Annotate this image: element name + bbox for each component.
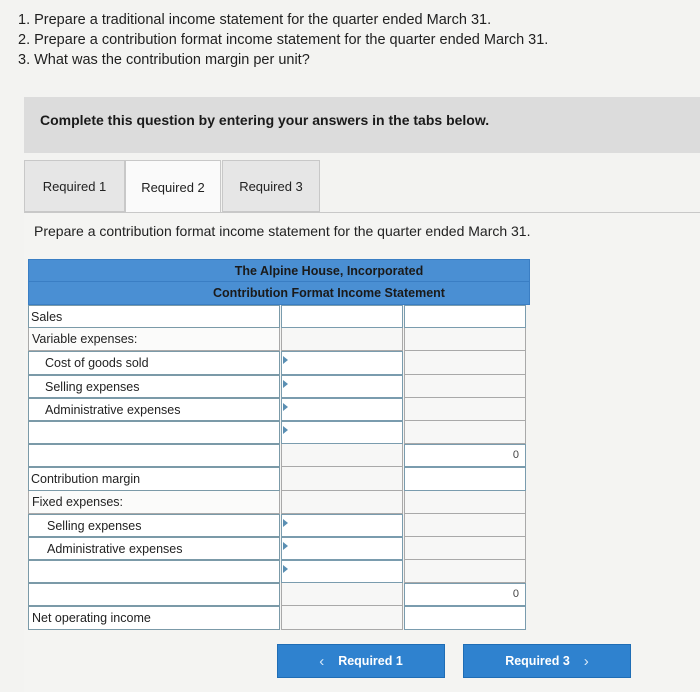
row-sales xyxy=(28,305,530,328)
amount-total-2[interactable]: 0 xyxy=(404,583,526,606)
amount-cell-2 xyxy=(404,398,526,421)
row-label[interactable]: Administrative expenses xyxy=(28,398,280,421)
amount-cell-2 xyxy=(404,537,526,560)
amount-cell-1 xyxy=(281,491,403,514)
row-label[interactable]: Cost of goods sold xyxy=(28,351,280,374)
amount-cell-1 xyxy=(281,467,403,490)
banner-text: Complete this question by entering your answers in the tabs below. xyxy=(40,112,490,128)
row-label[interactable] xyxy=(28,421,280,444)
chevron-right-icon: › xyxy=(583,652,589,670)
question-2: 2. Prepare a contribution format income statement for the quarter ended March 31. xyxy=(18,32,549,48)
amount-cell-1 xyxy=(281,444,403,467)
question-1: 1. Prepare a traditional income statement for the quarter ended March 31. xyxy=(18,12,492,28)
prev-required-button[interactable] xyxy=(277,644,445,678)
amount-input-2[interactable] xyxy=(404,305,526,328)
amount-input-1[interactable] xyxy=(281,560,403,583)
row-label[interactable] xyxy=(28,583,280,606)
row-label: Variable expenses: xyxy=(28,328,280,351)
row-net-operating-income xyxy=(28,606,530,629)
tab-required-3[interactable]: Required 3 xyxy=(222,160,320,212)
row-label[interactable]: Net operating income xyxy=(28,606,280,629)
tab-content xyxy=(24,212,700,692)
row-label[interactable]: Selling expenses xyxy=(28,514,280,537)
row-variable-selling xyxy=(28,375,530,398)
row-variable-total xyxy=(28,444,530,467)
row-cost-of-goods-sold xyxy=(28,351,530,374)
amount-total-2[interactable]: 0 xyxy=(404,444,526,467)
amount-input-1[interactable] xyxy=(281,421,403,444)
amount-cell-2 xyxy=(404,328,526,351)
tab-required-2[interactable]: Required 2 xyxy=(125,160,221,213)
tab-required-1[interactable]: Required 1 xyxy=(24,160,125,212)
row-label[interactable]: Contribution margin xyxy=(28,467,280,490)
amount-input-1[interactable] xyxy=(281,351,403,374)
amount-cell-2 xyxy=(404,560,526,583)
field-marker-icon xyxy=(283,426,288,434)
row-label[interactable]: Selling expenses xyxy=(28,375,280,398)
company-name: The Alpine House, Incorporated xyxy=(28,259,530,282)
field-marker-icon xyxy=(283,403,288,411)
prev-button-label: Required 1 xyxy=(338,654,403,668)
question-list xyxy=(18,10,548,70)
income-statement xyxy=(28,259,530,630)
row-fixed-administrative xyxy=(28,537,530,560)
statement-title: Contribution Format Income Statement xyxy=(28,282,530,305)
instructions-banner xyxy=(24,97,700,153)
next-required-button[interactable] xyxy=(463,644,631,678)
row-variable-administrative xyxy=(28,398,530,421)
amount-cell-2 xyxy=(404,375,526,398)
row-fixed-expenses xyxy=(28,491,530,514)
amount-cell-2 xyxy=(404,491,526,514)
row-variable-expenses xyxy=(28,328,530,351)
row-blank-2 xyxy=(28,560,530,583)
amount-cell-2 xyxy=(404,351,526,374)
tab-bar xyxy=(24,160,700,212)
amount-cell-1 xyxy=(281,583,403,606)
field-marker-icon xyxy=(283,519,288,527)
field-marker-icon xyxy=(283,380,288,388)
amount-input-1[interactable] xyxy=(281,398,403,421)
field-marker-icon xyxy=(283,542,288,550)
amount-input-1[interactable] xyxy=(281,375,403,398)
next-button-label: Required 3 xyxy=(505,654,570,668)
field-marker-icon xyxy=(283,356,288,364)
amount-cell-2 xyxy=(404,514,526,537)
amount-input-2[interactable] xyxy=(404,467,526,490)
row-label[interactable]: Administrative expenses xyxy=(28,537,280,560)
row-label[interactable] xyxy=(28,560,280,583)
chevron-left-icon: ‹ xyxy=(319,652,325,670)
row-fixed-total xyxy=(28,583,530,606)
row-blank-1 xyxy=(28,421,530,444)
question-3: 3. What was the contribution margin per unit? xyxy=(18,52,310,68)
amount-cell-2 xyxy=(404,421,526,444)
row-label[interactable] xyxy=(28,444,280,467)
amount-input-1[interactable] xyxy=(281,537,403,560)
field-marker-icon xyxy=(283,565,288,573)
row-fixed-selling xyxy=(28,514,530,537)
row-label: Fixed expenses: xyxy=(28,491,280,514)
amount-cell-1 xyxy=(281,328,403,351)
amount-input-2[interactable] xyxy=(404,606,526,629)
row-contribution-margin xyxy=(28,467,530,490)
amount-cell-1 xyxy=(281,606,403,629)
amount-input-1[interactable] xyxy=(281,514,403,537)
tab-instruction: Prepare a contribution format income statement for the quarter ended March 31. xyxy=(34,223,531,239)
amount-input-1[interactable] xyxy=(281,305,403,328)
row-label[interactable]: Sales xyxy=(28,305,280,328)
